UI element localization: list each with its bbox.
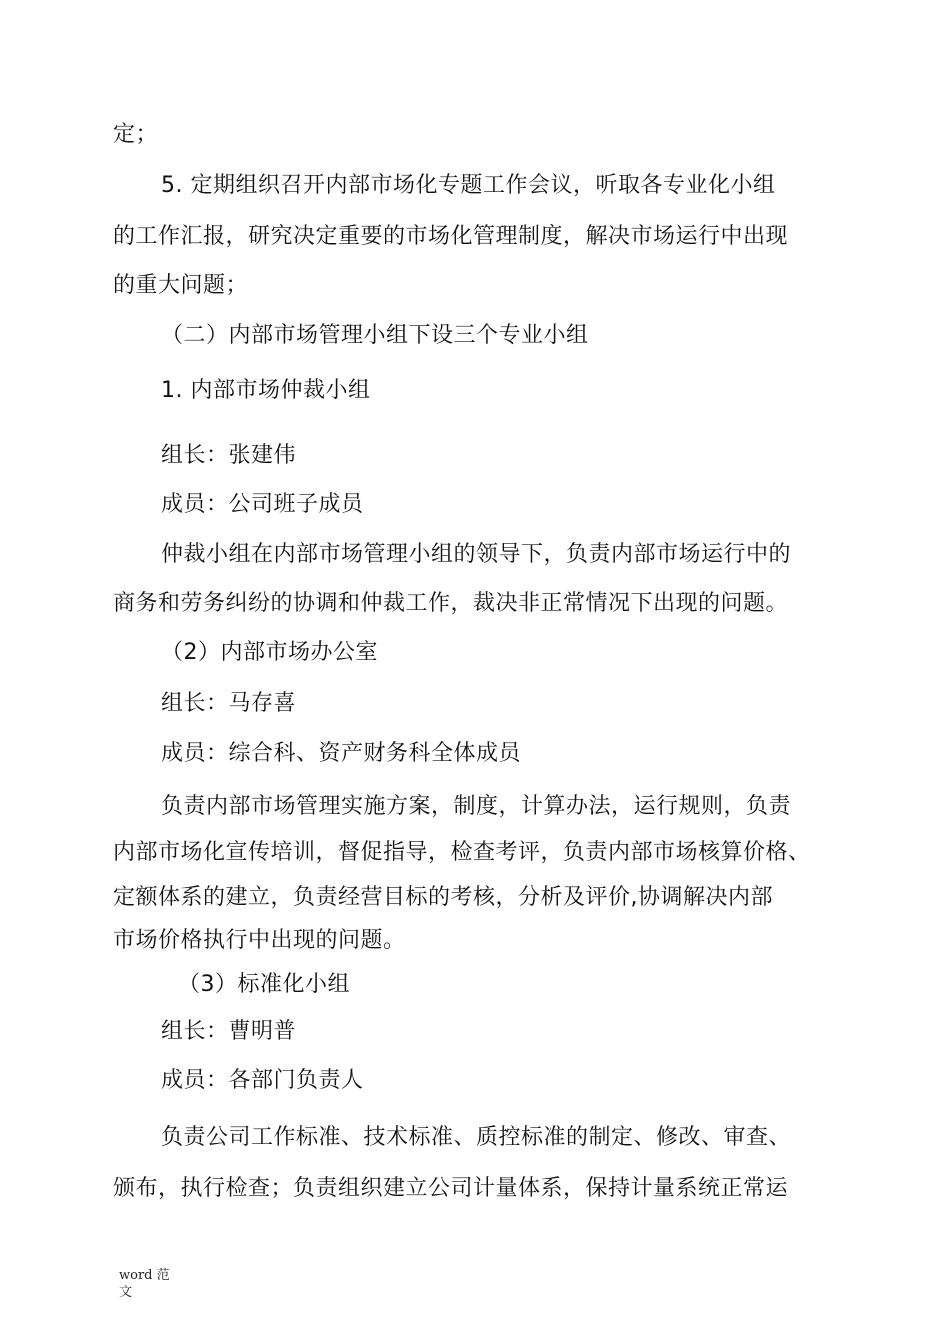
- text-line: 组长：曹明普: [161, 1019, 297, 1044]
- footer-line: word 范: [119, 1268, 170, 1283]
- text-line: 组长：张建伟: [161, 443, 297, 468]
- text-line: 市场价格执行中出现的问题。: [113, 928, 406, 953]
- subsection-heading: （3）标准化小组: [178, 972, 350, 997]
- section-heading: （二）内部市场管理小组下设三个专业小组: [161, 323, 589, 348]
- text-line: 仲裁小组在内部市场管理小组的领导下，负责内部市场运行中的: [161, 542, 792, 567]
- page-footer: [119, 1267, 170, 1301]
- text-line: 成员：各部门负责人: [161, 1068, 364, 1093]
- text-line: 定额体系的建立，负责经营目标的考核，分析及评价,协调解决内部: [113, 885, 773, 910]
- text-line: 定；: [113, 122, 159, 147]
- text-line: 负责公司工作标准、技术标准、质控标准的制定、修改、审查、: [161, 1125, 792, 1150]
- text-line: 的重大问题；: [113, 273, 249, 298]
- text-line: 颁布，执行检查；负责组织建立公司计量体系，保持计量系统正常运: [113, 1176, 789, 1201]
- text-line: 组长：马存喜: [161, 691, 297, 716]
- subsection-heading: （2）内部市场办公室: [161, 640, 378, 665]
- text-line: 5. 定期组织召开内部市场化专题工作会议，听取各专业化小组: [161, 173, 776, 198]
- footer-line: 文: [119, 1285, 133, 1300]
- text-line: 成员：公司班子成员: [161, 492, 364, 517]
- text-line: 内部市场化宣传培训，督促指导，检查考评，负责内部市场核算价格、: [113, 840, 811, 865]
- text-line: 的工作汇报，研究决定重要的市场化管理制度，解决市场运行中出现: [113, 224, 789, 249]
- text-line: 成员：综合科、资产财务科全体成员: [161, 741, 522, 766]
- text-line: 商务和劳务纠纷的协调和仲裁工作，裁决非正常情况下出现的问题。: [113, 591, 789, 616]
- subsection-heading: 1. 内部市场仲裁小组: [161, 378, 371, 403]
- text-line: 负责内部市场管理实施方案，制度，计算办法，运行规则，负责: [161, 794, 792, 819]
